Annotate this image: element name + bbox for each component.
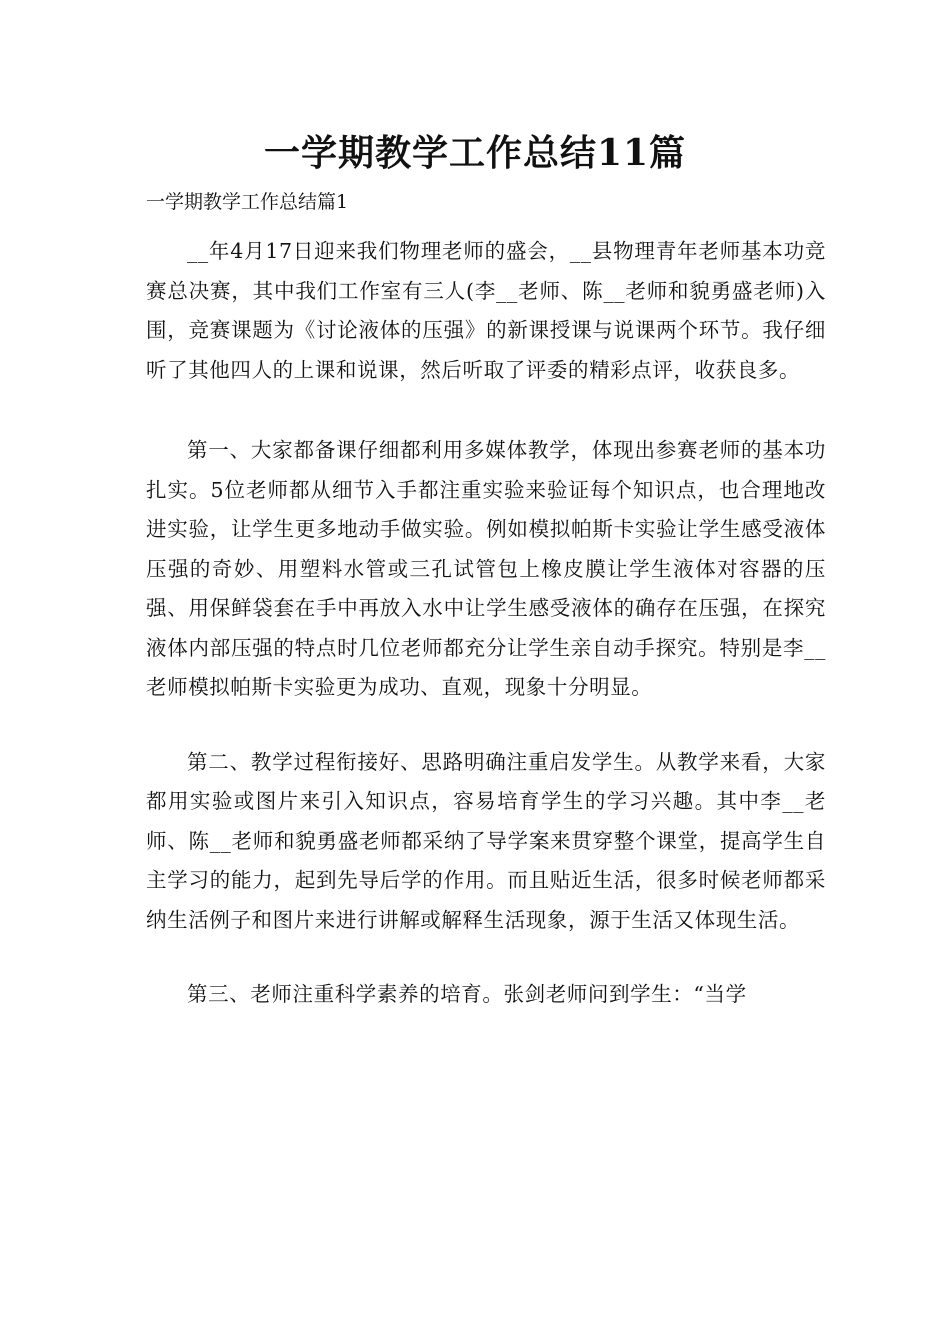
paragraph-3: 第二、教学过程衔接好、思路明确注重启发学生。从教学来看，大家都用实验或图片来引入知识点，容易培育学生的学习兴趣。其中李__老师、陈__老师和貌勇盛老师都采纳了导学案来贯穿整个课堂，提高学生自主学习的能力，起到先导后学的作用。而且贴近生活，很多时候老师都采纳生活例子和图片来进行讲解或解释生活现象，源于生活又体现生活。 bbox=[146, 749, 826, 932]
section-heading: 一学期教学工作总结篇1 bbox=[146, 191, 349, 213]
body-text bbox=[146, 232, 826, 1015]
paragraph-2: 第一、大家都备课仔细都利用多媒体教学，体现出参赛老师的基本功扎实。5位老师都从细节入手都注重实验来验证每个知识点，也合理地改进实验，让学生更多地动手做实验。例如模拟帕斯卡实验让学生感受液体压强的奇妙、用塑料水管或三孔试管包上橡皮膜让学生液体对容器的压强、用保鲜袋套在手中再放入水中让学生感受液体的确存在压强，在探究液体内部压强的特点时几位老师都充分让学生亲自动手探究。特别是李__老师模拟帕斯卡实验更为成功、直观，现象十分明显。 bbox=[146, 438, 826, 699]
paragraph-1: __年4月17日迎来我们物理老师的盛会，__县物理青年老师基本功竞赛总决赛，其中我们工作室有三人(李__老师、陈__老师和貌勇盛老师)入围，竞赛课题为《讨论液体的压强》的新课授课与说课两个环节。我仔细听了其他四人的上课和说课，然后听取了评委的精彩点评，收获良多。 bbox=[146, 239, 826, 382]
paragraph-4: 第三、老师注重科学素养的培育。张剑老师问到学生：“当学 bbox=[187, 982, 747, 1006]
document-title: 一学期教学工作总结11篇 bbox=[263, 132, 687, 174]
